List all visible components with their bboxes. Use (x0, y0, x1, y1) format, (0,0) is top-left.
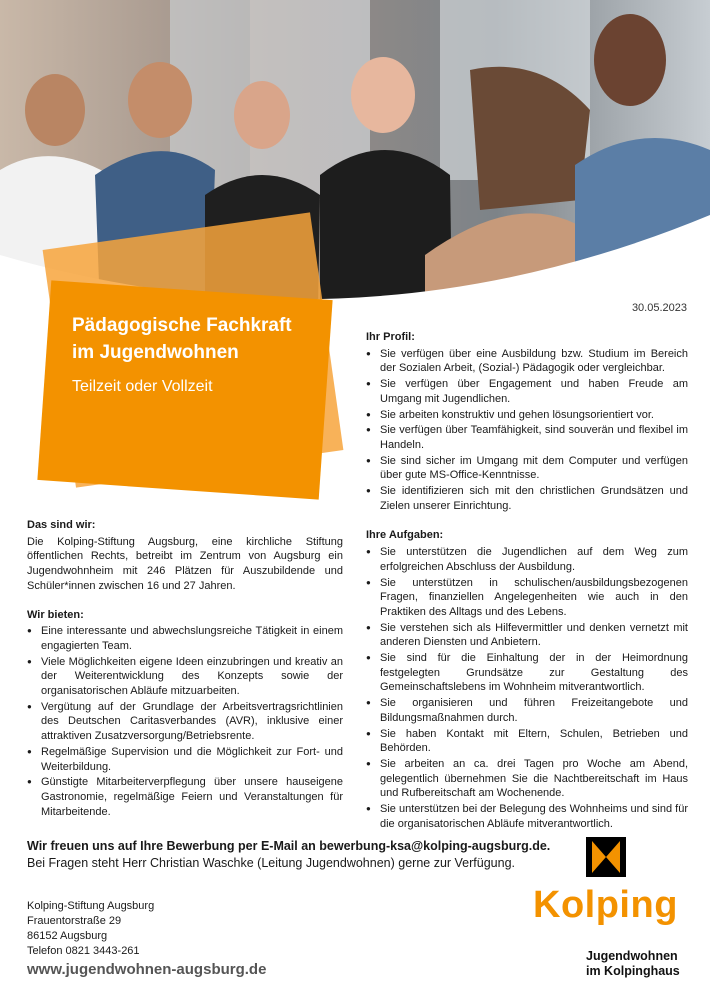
list-item: ● Sie identifizieren sich mit den christlichen Grundsätzen und Zielen unserer Einrichtung. (366, 484, 688, 513)
tasks-heading: Ihre Aufgaben: (366, 529, 444, 542)
profile-heading: Ihr Profil: (366, 331, 415, 343)
list-item: ● Regelmäßige Supervision und die Möglichkeit zur Fort- und Weiterbildung. (27, 745, 343, 774)
list-item: ● Sie verfügen über Engagement und haben Freude am Umgang mit Jugendlichen. (366, 377, 688, 406)
cta-contact-line: Bei Fragen steht Herr Christian Waschke (Leitung Jugendwohnen) gerne zur Verfügung. (27, 856, 516, 870)
list-item: ● Sie unterstützen in schulischen/ausbildungsbezogenen Fragen, finanziellen Angelegenheiten wie auch in den Praktiken des Alltags und des Lebens. (366, 576, 688, 620)
kolping-wordmark: Kolping (533, 884, 678, 926)
application-cta (27, 838, 627, 872)
tasks-list (366, 545, 688, 831)
address-street: Frauentorstraße 29 (27, 915, 122, 927)
list-item: ● Sie verfügen über eine Ausbildung bzw. Studium im Bereich der Sozialen Arbeit, (Sozial-) Pädagogik oder vergleichbar. (366, 347, 688, 376)
about-text: Die Kolping-Stiftung Augsburg, eine kirchliche Stiftung öffentlichen Rechts, betreibt im Zentrum von Augsburg ein Jugendwohnheim mit 246 Plätzen für Auszubildende und Schüler*innen zwischen 16 und 27 Jahren. (27, 535, 343, 592)
job-title-line2: im Jugendwohnen (72, 342, 239, 363)
address-city: 86152 Augsburg (27, 930, 108, 942)
list-item: ● Viele Möglichkeiten eigene Ideen einzubringen und kreativ an der Weiterentwicklung des Konzepts sowie der organisatorischen Abläufe mitzuarbeiten. (27, 655, 343, 699)
list-item: ● Sie organisieren und führen Freizeitangebote und Bildungsmaßnahmen durch. (366, 696, 688, 725)
list-item: ● Sie unterstützen die Jugendlichen auf dem Weg zum erfolgreichen Abschluss der Ausbildung. (366, 545, 688, 574)
list-item: ● Sie haben Kontakt mit Eltern, Schulen, Betrieben und Behörden. (366, 727, 688, 756)
left-column (27, 518, 343, 820)
list-item: ● Sie sind sicher im Umgang mit dem Computer und verfügen über gute MS-Office-Kenntnisse. (366, 454, 688, 483)
website-link[interactable]: www.jugendwohnen-augsburg.de (27, 961, 267, 978)
logo-subtitle (586, 949, 680, 979)
cta-email-line[interactable]: Wir freuen uns auf Ihre Bewerbung per E-Mail an bewerbung-ksa@kolping-augsburg.de. (27, 839, 551, 853)
offer-list (27, 624, 343, 819)
list-item: ● Günstigte Mitarbeiterverpflegung über unsere hauseigene Gastronomie, regelmäßige Feiern und Veranstaltungen für Mitarbeitende. (27, 775, 343, 819)
list-item: ● Sie arbeiten an ca. drei Tagen pro Woche am Abend, gelegentlich übernehmen Sie die Nachtbereitschaft im Haus und Rufbereitschaft am Wochenende. (366, 757, 688, 801)
profile-list (366, 347, 688, 514)
job-title-block (72, 312, 332, 396)
list-item: ● Sie sind für die Einhaltung der in der Heimordnung festgelegten Grundsätze zur Gestaltung des Gemeinschaftslebens im Wohnheim mitverantwortlich. (366, 651, 688, 695)
job-title-line1: Pädagogische Fachkraft (72, 315, 292, 336)
offer-heading: Wir bieten: (27, 608, 84, 621)
logo-subtitle-line2: im Kolpinghaus (586, 964, 680, 978)
about-heading: Das sind wir: (27, 519, 96, 531)
kolping-k-logo-icon (586, 837, 626, 877)
right-column (366, 330, 688, 833)
list-item: ● Sie unterstützen bei der Belegung des Wohnheims und sind für die organisatorischen Abläufe mitverantwortlich. (366, 802, 688, 831)
logo-subtitle-line1: Jugendwohnen (586, 949, 678, 963)
address-block (27, 899, 154, 959)
address-org: Kolping-Stiftung Augsburg (27, 900, 155, 912)
list-item: ● Sie verstehen sich als Hilfevermittler und denken vernetzt mit anderen Diensten und Anbietern. (366, 621, 688, 650)
list-item: ● Sie verfügen über Teamfähigkeit, sind souverän und flexibel im Handeln. (366, 423, 688, 452)
list-item: ● Vergütung auf der Grundlage der Arbeitsvertragsrichtlinien des Deutschen Caritasverbandes (AVR), inklusive einer attraktiven Zusatzversorgung/Betriebsrente. (27, 700, 343, 744)
job-subtitle: Teilzeit oder Vollzeit (72, 378, 213, 395)
list-item: ● Sie arbeiten konstruktiv und gehen lösungsorientiert vor. (366, 408, 688, 423)
date: 30.05.2023 (631, 302, 687, 314)
list-item: ● Eine interessante und abwechslungsreiche Tätigkeit in einem engagierten Team. (27, 624, 343, 653)
address-phone: Telefon 0821 3443-261 (27, 945, 140, 957)
